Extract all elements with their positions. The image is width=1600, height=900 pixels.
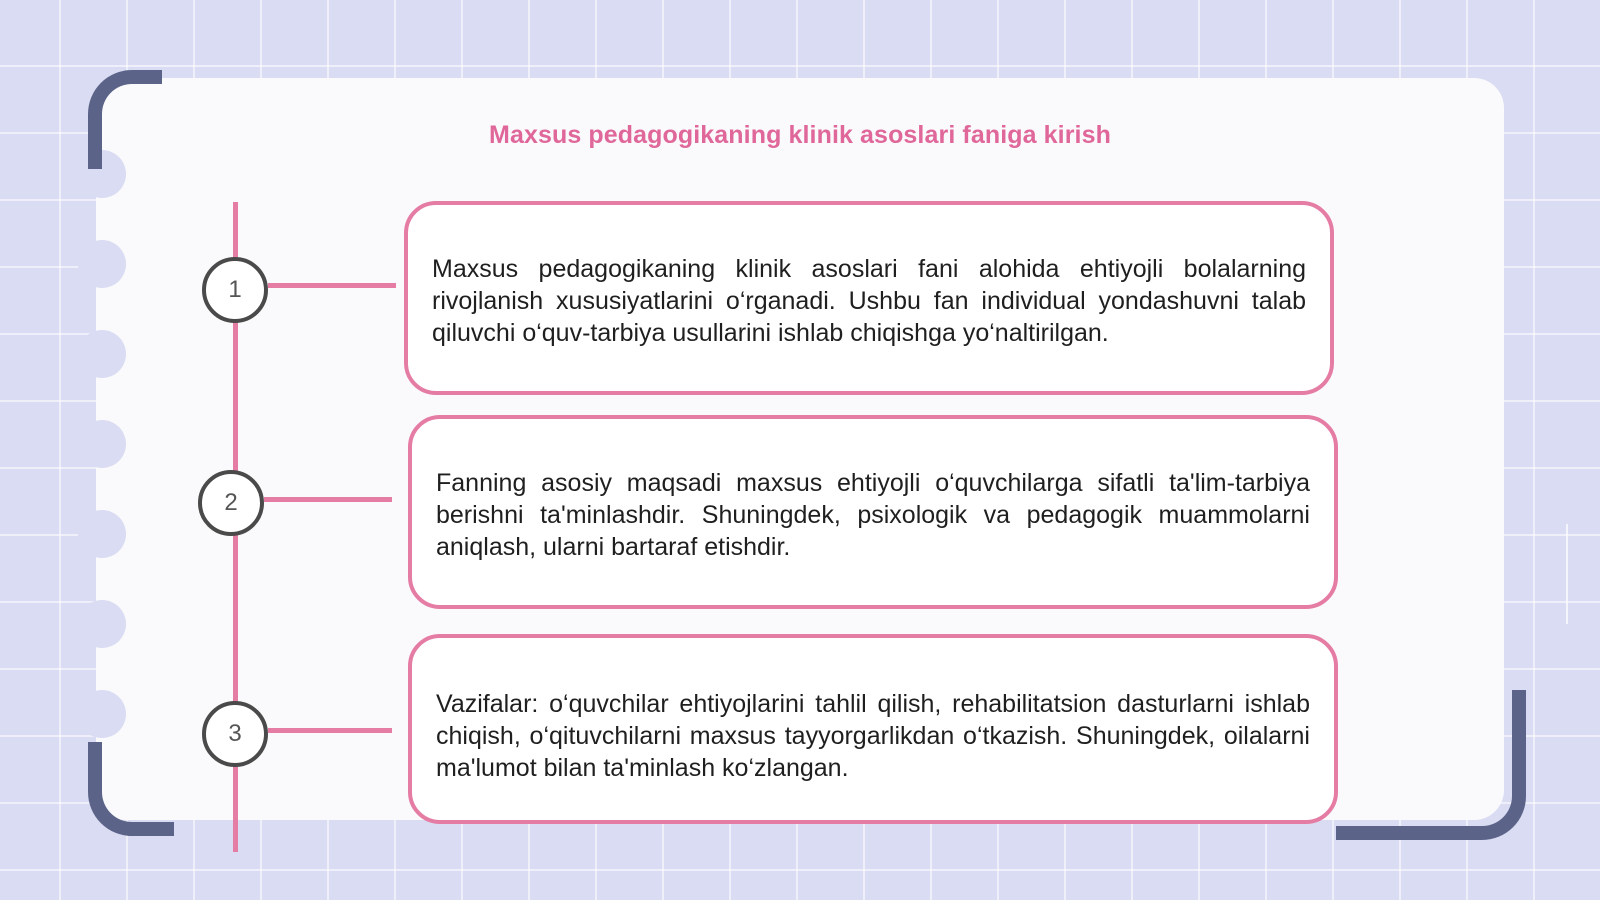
- step-box: [408, 415, 1338, 609]
- grid-accent-line: [1566, 524, 1568, 624]
- connector-line: [268, 728, 392, 733]
- scallop-notch: [78, 600, 126, 648]
- step-box: [408, 634, 1338, 824]
- step-number: 1: [228, 276, 242, 303]
- scallop-notch: [78, 420, 126, 468]
- step-text: Vazifalar: o‘quvchilar ehtiyojlarini tahlil qilish, rehabilitatsion dasturlarni ishlab chiqish, o‘qituvchilarni maxsus tayyorgarlikdan o‘tkazish. Shuningdek, oilalarni ma'lumot bilan ta'minlash ko‘zlangan.: [436, 690, 1310, 782]
- scallop-notch: [78, 690, 126, 738]
- scallop-notch: [78, 510, 126, 558]
- frame-corner-bottom-right: [1336, 690, 1526, 840]
- connector-line: [268, 283, 396, 288]
- connector-line: [264, 497, 392, 502]
- step-text: Fanning asosiy maqsadi maxsus ehtiyojli o‘quvchilarga sifatli ta'lim-tarbiya berishni ta'minlashdir. Shuningdek, psixologik va pedagogik muammolarni aniqlash, ularni bartaraf etishdir.: [436, 469, 1310, 561]
- step-number-circle: [198, 470, 264, 536]
- step-number: 2: [224, 489, 238, 516]
- step-number-circle: [202, 701, 268, 767]
- frame-corner-top-left: [88, 70, 162, 169]
- step-number-circle: [202, 257, 268, 323]
- scallop-notch: [78, 240, 126, 288]
- step-number: 3: [228, 720, 242, 747]
- step-text: Maxsus pedagogikaning klinik asoslari fani alohida ehtiyojli bolalarning rivojlanish xususiyatlarini o‘rganadi. Ushbu fan individual yondashuvni talab qiluvchi o‘quv-tarbiya usullarini ishlab chiqishga yo‘naltirilgan.: [432, 255, 1306, 347]
- scallop-notch: [78, 330, 126, 378]
- frame-corner-bottom-left: [88, 742, 174, 836]
- slide-title: Maxsus pedagogikaning klinik asoslari faniga kirish: [489, 121, 1111, 149]
- step-box: [404, 201, 1334, 395]
